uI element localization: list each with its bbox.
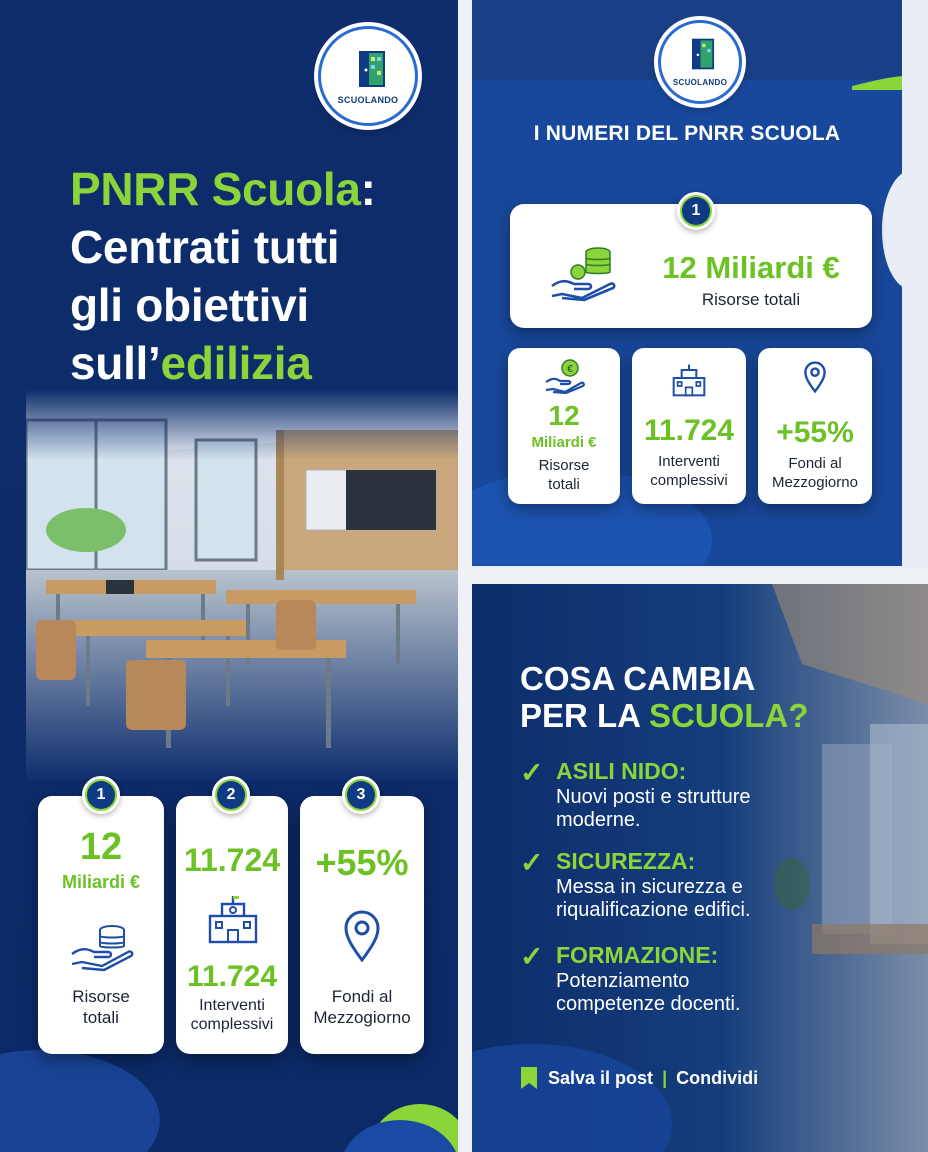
- top-right-panel: [472, 0, 928, 568]
- share-link[interactable]: Condividi: [676, 1068, 759, 1088]
- stat-label: Fondi al Mezzogiorno: [772, 455, 858, 491]
- stat-label: Risorse totali: [72, 987, 130, 1027]
- step-badge-1: 1: [677, 192, 715, 230]
- classroom-illustration: [26, 390, 458, 780]
- svg-text:€: €: [567, 364, 573, 375]
- stat-card-interventions: [176, 796, 288, 1054]
- stat-value: 12: [79, 826, 123, 868]
- door-logo-icon: [357, 49, 387, 89]
- euro-hand-icon: [544, 358, 586, 394]
- footer-actions: [548, 1068, 758, 1089]
- left-panel: [0, 0, 458, 1152]
- stat-card-south: [300, 796, 424, 1054]
- benefit-title: ASILI NIDO:: [556, 758, 687, 784]
- school-building-icon: [206, 892, 260, 946]
- logo-text: SCUOLANDO: [337, 95, 399, 105]
- section-heading: COSA CAMBIA PER LA SCUOLA?: [520, 660, 809, 734]
- main-stat-label: Risorse totali: [701, 290, 801, 309]
- money-hand-icon: [68, 916, 134, 972]
- scuolando-logo: [318, 26, 418, 126]
- bottom-right-panel: [472, 584, 928, 1152]
- stat-value: +55%: [776, 416, 854, 449]
- step-badge-1: 1: [82, 776, 120, 814]
- stat-value: 11.724: [643, 414, 735, 447]
- stat-value-unit: Miliardi €: [531, 434, 597, 451]
- section-heading: I NUMERI DEL PNRR SCUOLA: [533, 122, 841, 145]
- stat-label: Risorse totali: [538, 457, 590, 493]
- footer-separator: |: [662, 1068, 668, 1088]
- stat-value: +55%: [315, 842, 409, 883]
- stat-value: 11.724: [183, 842, 281, 878]
- bookmark-icon[interactable]: [520, 1066, 538, 1090]
- location-pin-icon: [803, 360, 827, 394]
- stat-label: Interventi complessivi: [650, 453, 728, 489]
- stat-card-resources: [38, 796, 164, 1054]
- benefit-description: Messa in sicurezza e riqualificazione edifici.: [556, 876, 751, 921]
- mini-stat-card-interventions: [632, 348, 746, 504]
- check-icon: ✓: [520, 847, 544, 878]
- step-badge-2: 2: [212, 776, 250, 814]
- benefit-title: SICUREZZA:: [556, 848, 696, 874]
- check-icon: ✓: [520, 757, 544, 788]
- money-hand-icon: [548, 242, 620, 302]
- stat-label: Fondi al Mezzogiorno: [313, 987, 411, 1027]
- main-stat-value: 12 Miliardi €: [662, 250, 840, 285]
- stat-value: 12: [548, 400, 580, 431]
- benefit-description: Nuovi posti e strutture moderne.: [556, 786, 751, 831]
- mini-stat-card-resources: [508, 348, 620, 504]
- stat-label: Interventi complessivi: [190, 997, 274, 1033]
- benefit-title: FORMAZIONE:: [556, 942, 719, 968]
- page-title: PNRR Scuola: Centrati tutti gli obiettivi sull’edilizia: [70, 163, 376, 389]
- location-pin-icon: [342, 910, 382, 962]
- mini-stat-card-south: [758, 348, 872, 504]
- door-logo-icon: [690, 37, 716, 71]
- stat-value-unit: Miliardi €: [61, 872, 141, 892]
- stat-value-repeat: 11.724: [186, 960, 278, 993]
- save-post-link[interactable]: Salva il post: [548, 1068, 654, 1088]
- logo-text: SCUOLANDO: [672, 78, 728, 87]
- step-badge-3: 3: [342, 776, 380, 814]
- scuolando-logo: [658, 20, 742, 104]
- benefit-description: Potenziamento competenze docenti.: [556, 970, 741, 1015]
- school-building-icon: [670, 362, 708, 398]
- check-icon: ✓: [520, 941, 544, 972]
